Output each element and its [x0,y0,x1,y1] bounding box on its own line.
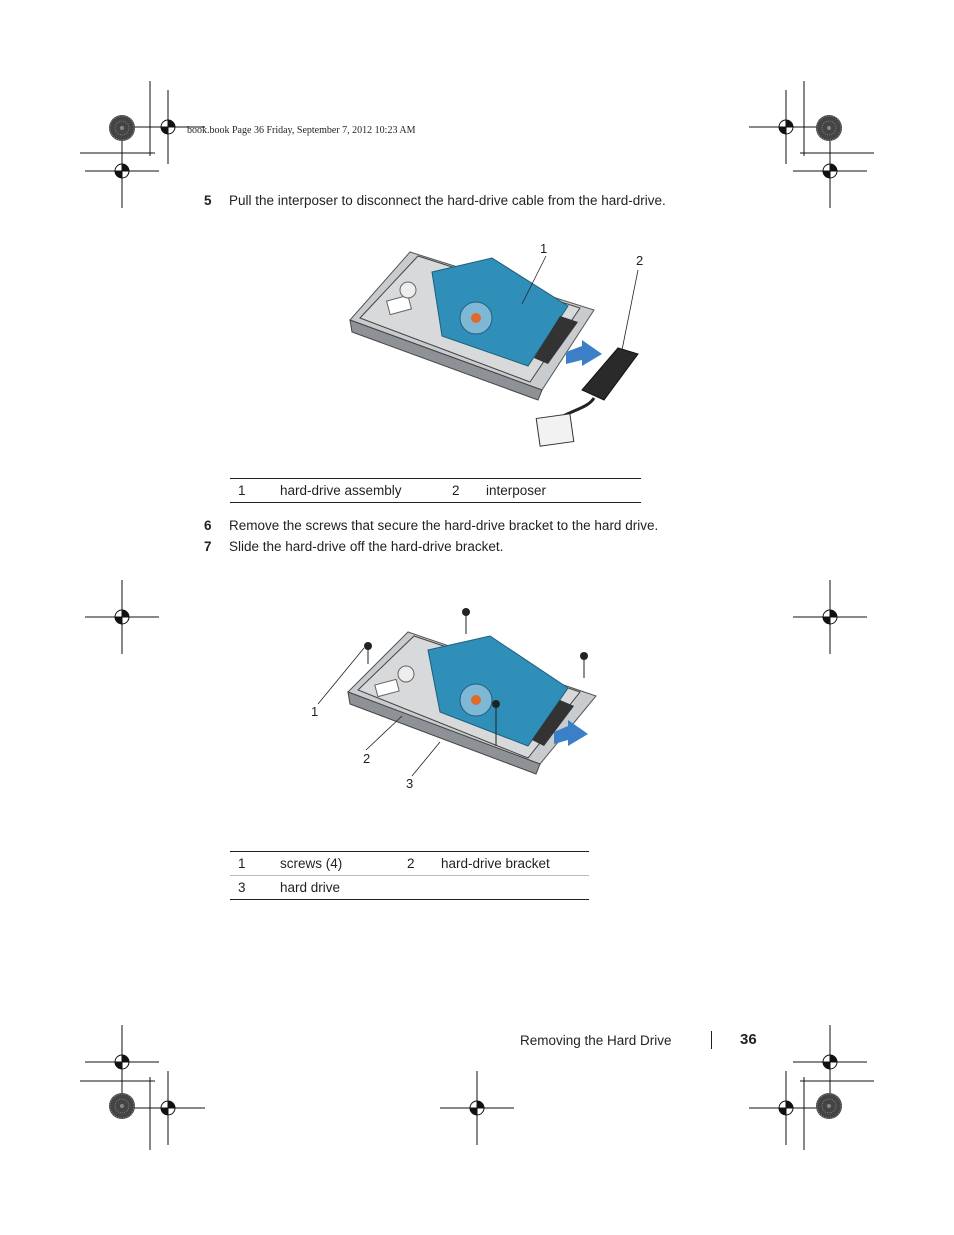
step-text: Remove the screws that secure the hard-drive bracket to the hard drive. [229,518,659,533]
step-number: 5 [204,193,212,208]
callout-1: 1 [311,704,319,719]
table-row [230,479,641,503]
step-text: Slide the hard-drive off the hard-drive bracket. [229,539,504,554]
step-text: Pull the interposer to disconnect the hard-drive cable from the hard-drive. [229,193,666,208]
legend-number [407,876,441,900]
step-6 [204,518,658,533]
callout-1: 1 [540,241,548,256]
legend-number: 2 [407,856,415,871]
callout-3: 3 [406,776,414,791]
table-row [230,876,589,900]
step-number: 6 [204,518,212,533]
table-row [230,852,589,876]
figure-2-legend [230,851,589,900]
callout-2: 2 [636,253,644,268]
legend-text: hard-drive assembly [280,483,402,498]
step-5 [204,193,666,208]
legend-text: screws (4) [280,856,343,871]
legend-text: interposer [486,483,547,498]
slug-line: book.book Page 36 Friday, September 7, 2012 10:23 AM [187,125,416,136]
footer-separator [711,1031,712,1049]
legend-number: 1 [238,856,246,871]
legend-number: 2 [452,483,460,498]
footer-section-title: Removing the Hard Drive [520,1033,672,1048]
page-number: 36 [740,1031,757,1048]
step-number: 7 [204,539,212,554]
legend-text: hard drive [280,880,341,895]
step-7 [204,539,503,554]
legend-text: hard-drive bracket [441,856,550,871]
figure-1-legend [230,478,641,503]
legend-number: 1 [238,483,246,498]
figure-1-illustration [342,240,652,465]
legend-text [441,876,589,900]
figure-2-illustration [310,600,610,800]
legend-number: 3 [238,880,246,895]
callout-2: 2 [363,751,371,766]
